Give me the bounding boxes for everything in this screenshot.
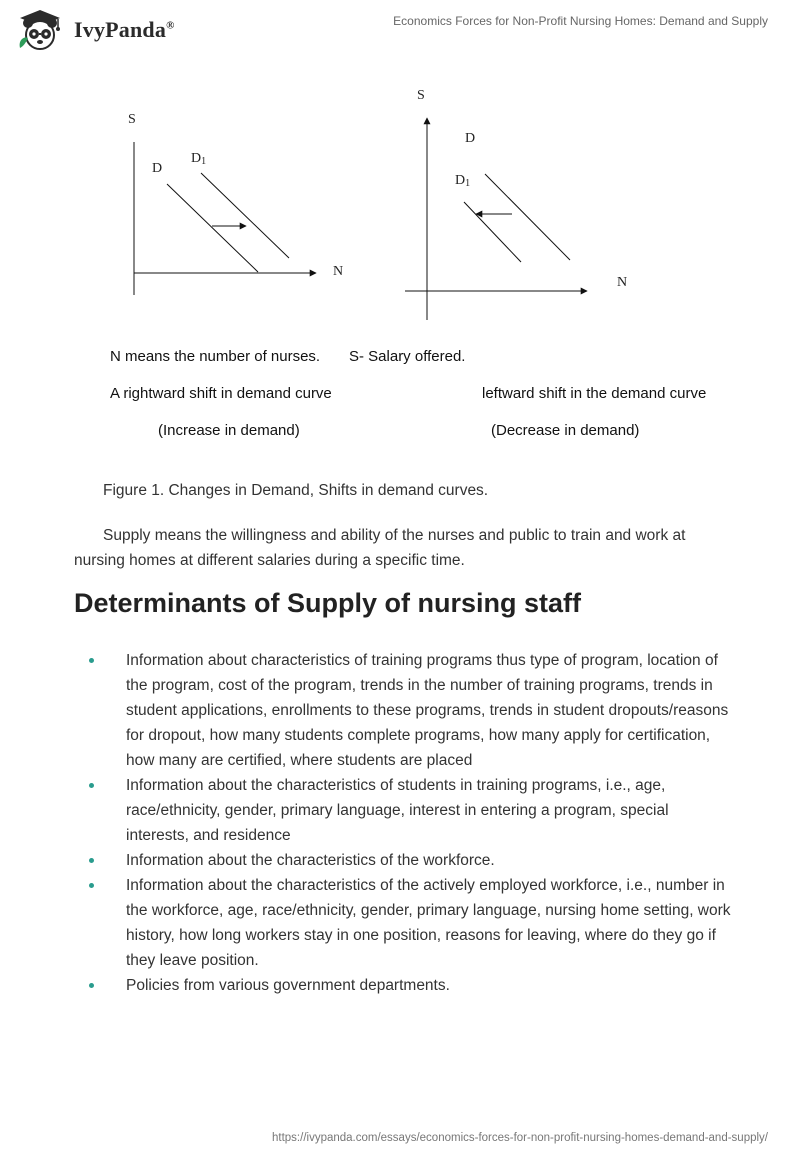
panda-mascot-icon [14,8,66,52]
right-graph-caption: leftward shift in the demand curve [482,385,707,402]
trademark-symbol: ® [166,19,175,32]
list-item: Information about the characteristics of students in training programs, i.e., age, race/ethnicity, gender, primary language, interest in entering a program, special interests, and residence [74,773,734,848]
bullet-dot-icon [89,858,94,863]
supply-paragraph: Supply means the willingness and ability of the nurses and public to train and work at nursing homes at different salaries during a specific time. [74,527,686,569]
list-item: Information about characteristics of training programs thus type of program, location of the program, cost of the program, trends in the number of training programs, trends in student applications, enrollments to these programs, trends in student dropouts/reasons for dropout, how many students complete programs, how many apply for certification, how many are certified, where students are placed [74,648,734,773]
bullet-dot-icon [89,658,94,663]
brand-name: IvyPanda® [74,17,175,42]
left-curve-d-label: D [152,161,163,176]
legend-s: S- Salary offered. [349,348,466,365]
brand-logo[interactable] [14,8,175,52]
legend-n: N means the number of nurses. [110,348,321,365]
page-header [0,0,800,62]
right-curve-d1-label: D1 [455,173,471,189]
right-demand-curve-d [485,174,570,260]
left-curve-d1-label: D1 [191,151,207,167]
list-item: Policies from various government departments. [74,973,734,998]
left-demand-curve-d [167,184,258,272]
right-x-axis-label: N [617,275,628,290]
document-title: Economics Forces for Non-Profit Nursing Homes: Demand and Supply [393,14,768,28]
bullet-dot-icon [89,883,94,888]
determinants-list [74,648,734,998]
left-y-axis-label: S [128,112,136,127]
left-demand-curve-d1 [201,173,289,258]
left-graph-subcaption: (Increase in demand) [158,422,300,439]
right-y-axis-label: S [417,88,425,103]
demand-shift-diagram [0,62,800,462]
section-heading: Determinants of Supply of nursing staff [74,588,582,618]
demand-shift-figure [0,62,800,462]
source-url-link[interactable]: https://ivypanda.com/essays/economics-forces-for-non-profit-nursing-homes-demand-and-supply/ [272,1132,768,1144]
left-graph-caption: A rightward shift in demand curve [110,385,332,402]
list-item: Information about the characteristics of the actively employed workforce, i.e., number in the workforce, age, race/ethnicity, gender, primary language, nursing home setting, work history, how long workers stay in one position, reasons for leaving, where do they go if they leave position. [74,873,734,973]
right-demand-curve-d1 [464,202,521,262]
list-item: Information about the characteristics of the workforce. [74,848,734,873]
left-x-axis-label: N [333,264,344,279]
bullet-dot-icon [89,783,94,788]
right-curve-d-label: D [465,131,476,146]
figure-caption: Figure 1. Changes in Demand, Shifts in demand curves. [103,482,489,499]
right-graph-subcaption: (Decrease in demand) [491,422,640,439]
bullet-dot-icon [89,983,94,988]
